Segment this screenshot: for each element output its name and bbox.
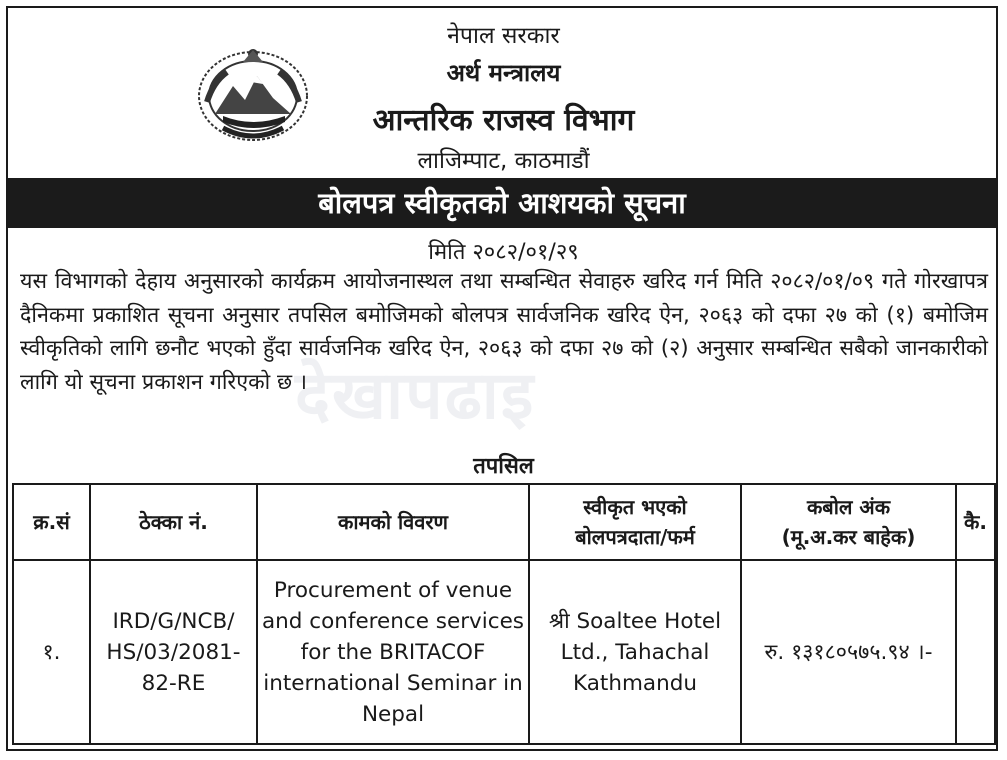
government-name: नेपाल सरकार	[447, 23, 560, 49]
watermark-text: देखापढाइ	[295, 357, 536, 434]
cell-description: Procurement of venue and conference services for the BRITACOF international Seminar in Nepal	[257, 560, 529, 744]
cell-sn: १.	[13, 560, 90, 744]
cell-contract-no: IRD/G/NCB/ HS/03/2081-82-RE	[90, 560, 257, 744]
header-bidder-line1: स्वीकृत भएको	[583, 495, 687, 519]
department-name: आन्तरिक राजस्व विभाग	[372, 103, 635, 138]
notice-title: बोलपत्र स्वीकृतको आशयको सूचना	[8, 178, 996, 228]
table-row	[13, 560, 995, 744]
header-amount	[741, 484, 956, 560]
notice-body: यस विभागको देहाय अनुसारको कार्यक्रम आयोजनास्थल तथा सम्बन्धित सेवाहरु खरिद गर्न मिति २०८२/०१/०९ गते गोरखापत्र दैनिकमा प्रकाशित सूचना अनुसार तपसिल बमोजिमको बोलपत्र सार्वजनिक खरिद ऐन, २०६३ को दफा २७ को (१) बमोजिम स्वीकृतिको लागि छनौट भएको हुँदा सार्वजनिक खरिद ऐन, २०६३ को दफा २७ को (२) अनुसार सम्बन्धित सबैको जानकारीको लागि यो सूचना प्रकाशन गरिएको छ ।	[20, 269, 988, 396]
cell-remarks	[956, 560, 995, 744]
header-contract-no: ठेक्का नं.	[90, 484, 257, 560]
notice-date: मिति २०८२/०१/२९	[428, 240, 579, 265]
header-amount-line2: (मू.अ.कर बाहेक)	[781, 525, 916, 549]
cell-bidder: श्री Soaltee Hotel Ltd., Tahachal Kathmandu	[529, 560, 741, 744]
tender-table	[12, 483, 996, 745]
department-address: लाजिम्पाट, काठमाडौं	[417, 148, 590, 174]
header-sn: क्र.सं	[13, 484, 90, 560]
header-remarks: कै.	[956, 484, 995, 560]
ministry-name: अर्थ मन्त्रालय	[446, 59, 561, 87]
header-bidder	[529, 484, 741, 560]
table-header-row	[13, 484, 995, 560]
header-amount-line1: कबोल अंक	[806, 495, 891, 519]
schedule-title: तपसिल	[473, 454, 534, 479]
header-description: कामको विवरण	[257, 484, 529, 560]
header-bidder-line2: बोलपत्रदाता/फर्म	[575, 525, 695, 549]
cell-amount: रु. १३१८०५७५.९४ ।-	[741, 560, 956, 744]
